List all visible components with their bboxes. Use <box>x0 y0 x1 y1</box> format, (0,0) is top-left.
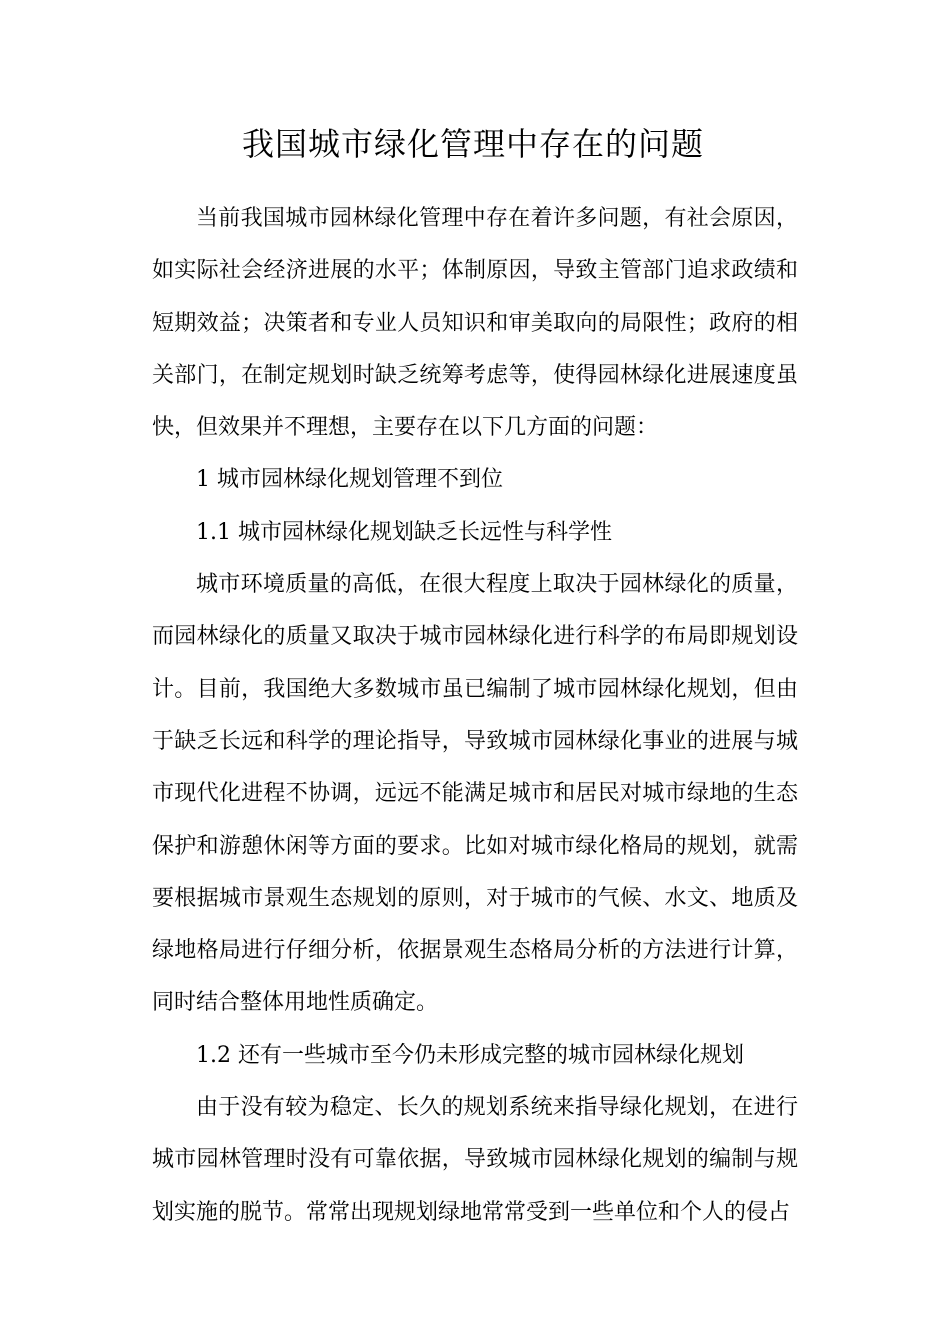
paragraph-1-2-body: 由于没有较为稳定、长久的规划系统来指导绿化规划，在进行城市园林管理时没有可靠依据，导致城市园林绿化规划的编制与规划实施的脱节。常常出现规划绿地常常受到一些单位和个人的侵占 <box>152 1095 798 1225</box>
document-body <box>152 193 798 1239</box>
paragraph-intro: 当前我国城市园林绿化管理中存在着许多问题，有社会原因，如实际社会经济进展的水平；体制原因，导致主管部门追求政绩和短期效益；决策者和专业人员知识和审美取向的局限性；政府的相关部门，在制定规划时缺乏统筹考虑等，使得园林绿化进展速度虽快，但效果并不理想，主要存在以下几方面的问题： <box>152 206 798 441</box>
document-title: 我国城市绿化管理中存在的问题 <box>241 125 704 163</box>
paragraph-1-1-body: 城市环境质量的高低，在很大程度上取决于园林绿化的质量，而园林绿化的质量又取决于城市园林绿化进行科学的布局即规划设计。目前，我国绝大多数城市虽已编制了城市园林绿化规划，但由于缺乏长远和科学的理论指导，导致城市园林绿化事业的进展与城市现代化进程不协调，远远不能满足城市和居民对城市绿地的生态保护和游憩休闲等方面的要求。比如对城市绿化格局的规划，就需要根据城市景观生态规划的原则，对于城市的气候、水文、地质及绿地格局进行仔细分析，依据景观生态格局分析的方法进行计算，同时结合整体用地性质确定。 <box>152 572 798 1016</box>
subsection-heading-1-1: 1.1 城市园林绿化规划缺乏长远性与科学性 <box>196 519 612 545</box>
subsection-heading-1-2: 1.2 还有一些城市至今仍未形成完整的城市园林绿化规划 <box>196 1042 744 1068</box>
section-heading-1: 1 城市园林绿化规划管理不到位 <box>196 467 503 493</box>
